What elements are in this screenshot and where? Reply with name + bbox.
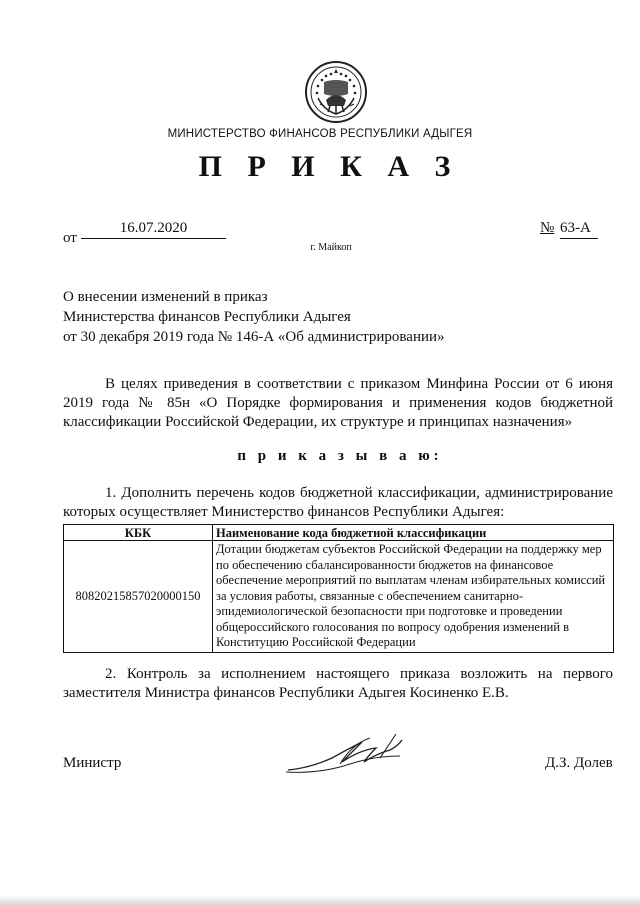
- kbk-name-cell: Дотации бюджетам субъектов Российской Федерации на поддержку мер по обеспечению сбалансированности бюджетов на финансовое обеспечение мероприятий по выплатам членам избирательных комиссий за условия работы, связанные с обеспечением санитарно-эпидемиологической безопасности при подготовке и проведении общероссийского голосования по вопросу одобрения изменений в Конституцию Российской Федерации: [213, 541, 614, 653]
- item-1-paragraph: 1. Дополнить перечень кодов бюджетной классификации, администрирование которых осуществляет Министерство финансов Республики Адыгея:: [63, 485, 613, 520]
- order-subject: [63, 287, 445, 347]
- order-number: 63-А: [560, 220, 598, 239]
- order-date: 16.07.2020: [81, 220, 226, 239]
- number-sign: №: [540, 220, 555, 236]
- kbk-code-cell: 80820215857020000150: [64, 541, 213, 653]
- kbk-table: [63, 524, 614, 653]
- coat-of-arms-icon: [304, 60, 368, 124]
- column-header-name: Наименование кода бюджетной классификации: [213, 525, 614, 541]
- handwritten-signature: [280, 728, 410, 778]
- table-header-row: [64, 525, 614, 541]
- preamble-paragraph: В целях приведения в соответствии с приказом Минфина России от 6 июня 2019 года № 85н «О Порядке формирования и применения кодов бюджетной классификации Российской Федерации, их структуре и принципах назначения»: [63, 376, 613, 430]
- document-title: П Р И К А З: [198, 150, 460, 183]
- subject-line: Министерства финансов Республики Адыгея: [63, 309, 351, 325]
- page-bottom-edge: [0, 895, 640, 905]
- column-header-kbk: КБК: [64, 525, 213, 541]
- subject-line: от 30 декабря 2019 года № 146-А «Об администрировании»: [63, 329, 445, 345]
- ministry-name: МИНИСТЕРСТВО ФИНАНСОВ РЕСПУБЛИКИ АДЫГЕЯ: [167, 128, 473, 140]
- city: г. Майкоп: [310, 242, 352, 253]
- item-2-paragraph: 2. Контроль за исполнением настоящего приказа возложить на первого заместителя Министра финансов Республики Адыгея Косиненко Е.В.: [63, 666, 613, 701]
- table-row: [64, 541, 614, 653]
- date-prefix: от: [63, 230, 77, 246]
- subject-line: О внесении изменений в приказ: [63, 289, 268, 305]
- signatory-position: Министр: [63, 755, 122, 771]
- signatory-name: Д.З. Долев: [545, 755, 613, 771]
- order-word: п р и к а з ы в а ю:: [237, 448, 443, 464]
